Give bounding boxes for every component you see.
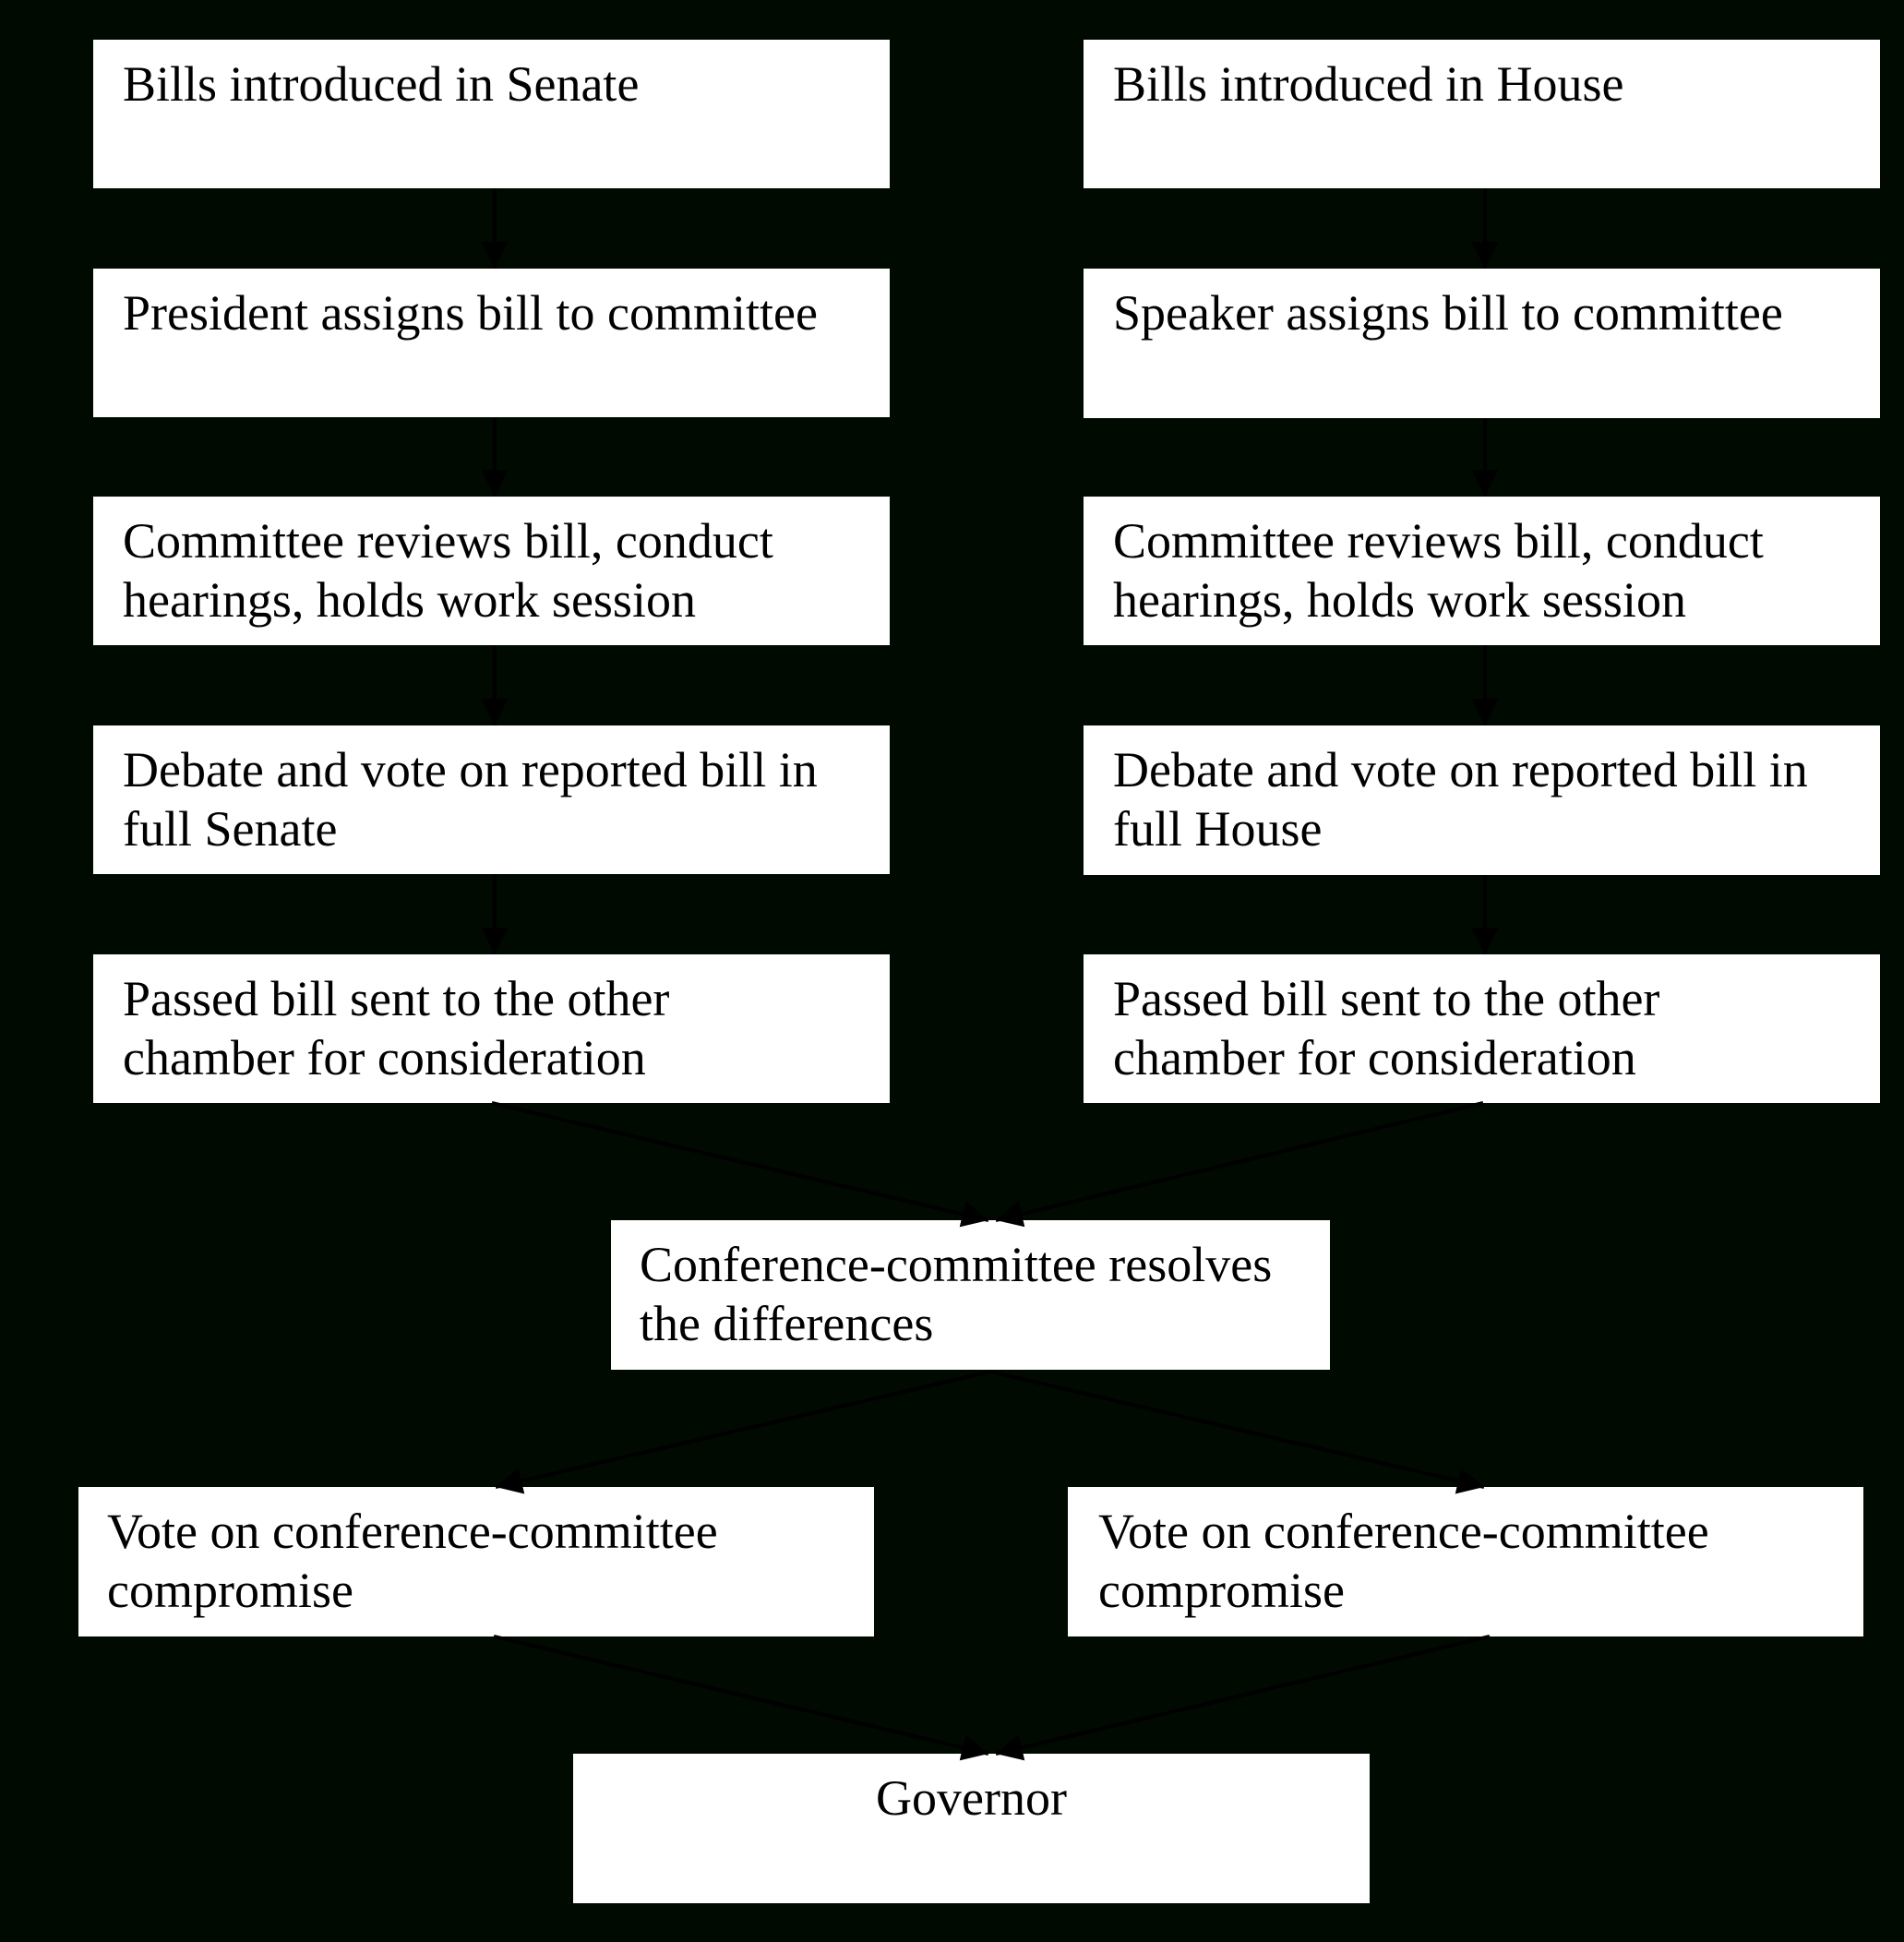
arrow-diagonal-icon: [990, 1372, 1484, 1487]
house-step-debate-vote: [1084, 725, 1880, 875]
arrow-diagonal-icon: [492, 1103, 988, 1220]
step-text-line-2: full House: [1113, 801, 1323, 857]
step-text: Speaker assigns bill to committee: [1113, 285, 1783, 341]
house-step-speaker-assigns: [1084, 269, 1880, 418]
senate-step-committee-reviews: [93, 497, 890, 645]
step-text: Bills introduced in Senate: [123, 56, 640, 112]
step-text: Bills introduced in House: [1113, 56, 1624, 112]
step-text-line-1: Conference-committee resolves: [640, 1237, 1273, 1292]
arrow-diagonal-icon: [496, 1372, 990, 1487]
step-text-line-1: Debate and vote on reported bill in: [123, 742, 818, 797]
step-text: President assigns bill to committee: [123, 285, 818, 341]
step-text-line-1: Passed bill sent to the other: [1113, 971, 1660, 1026]
step-text-line-2: full Senate: [123, 801, 338, 857]
step-text-line-2: compromise: [1098, 1563, 1345, 1618]
step-text-line-2: compromise: [107, 1563, 353, 1618]
step-text-line-1: Committee reviews bill, conduct: [123, 513, 773, 569]
senate-vote-on-compromise: [78, 1487, 874, 1636]
house-step-bills-introduced: [1084, 40, 1880, 188]
senate-step-bills-introduced: [93, 40, 890, 188]
arrow-diagonal-icon: [996, 1103, 1483, 1220]
senate-step-president-assigns: [93, 269, 890, 417]
step-text-line-1: Vote on conference-committee: [107, 1504, 718, 1559]
governor-step: [573, 1754, 1370, 1903]
step-text-line-1: Committee reviews bill, conduct: [1113, 513, 1764, 569]
step-text-line-1: Passed bill sent to the other: [123, 971, 670, 1026]
arrow-diagonal-icon: [494, 1636, 988, 1754]
step-text-line-1: Vote on conference-committee: [1098, 1504, 1709, 1559]
house-vote-on-compromise: [1068, 1487, 1863, 1636]
conference-committee-step: [611, 1220, 1330, 1370]
senate-step-passed-bill-sent: [93, 954, 890, 1103]
senate-step-debate-vote: [93, 725, 890, 874]
step-text: Governor: [876, 1770, 1067, 1826]
arrow-diagonal-icon: [996, 1636, 1490, 1754]
step-text-line-1: Debate and vote on reported bill in: [1113, 742, 1808, 797]
house-step-committee-reviews: [1084, 497, 1880, 645]
step-text-line-2: chamber for consideration: [123, 1030, 646, 1085]
step-text-line-2: chamber for consideration: [1113, 1030, 1636, 1085]
step-text-line-2: the differences: [640, 1296, 934, 1351]
step-text-line-2: hearings, holds work session: [123, 572, 696, 628]
step-text-line-2: hearings, holds work session: [1113, 572, 1686, 628]
house-step-passed-bill-sent: [1084, 954, 1880, 1103]
